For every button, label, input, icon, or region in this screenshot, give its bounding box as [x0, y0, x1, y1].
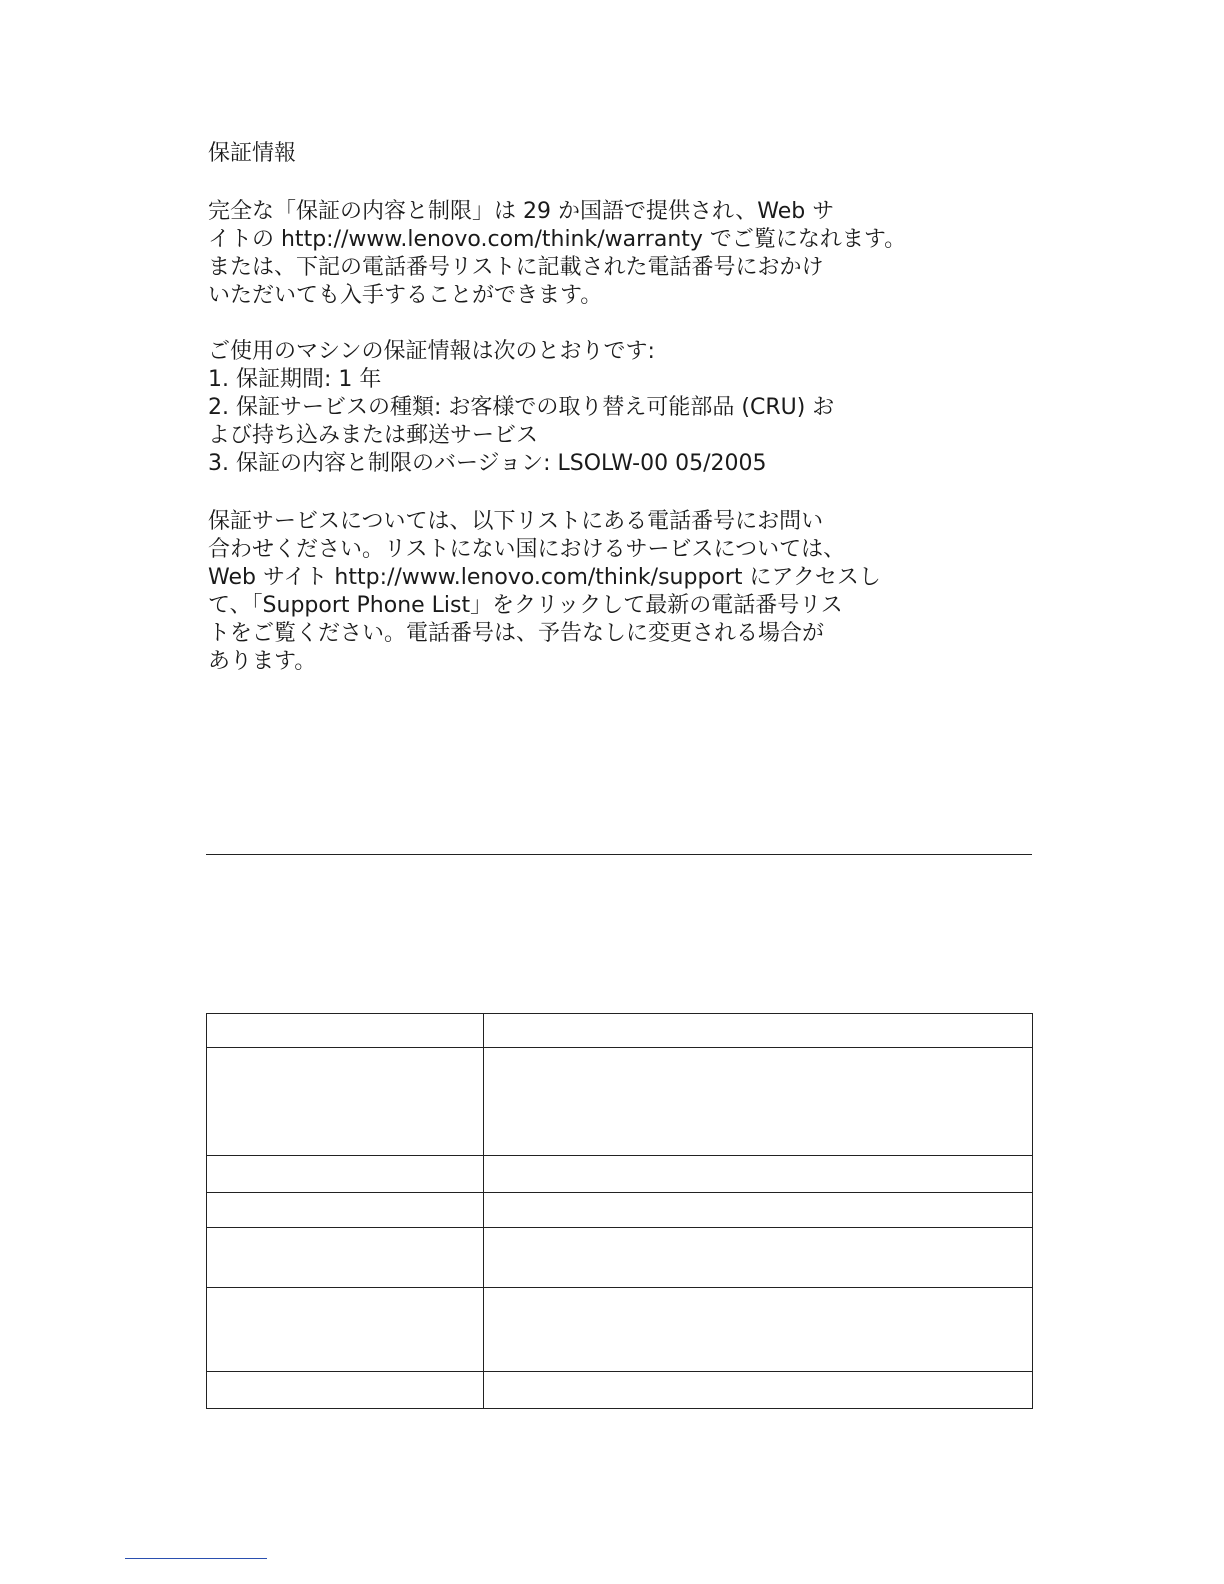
intro-line: 完全な「保証の内容と制限」は 29 か国語で提供され、Web サ: [208, 199, 835, 224]
table-row: [207, 1156, 1033, 1193]
table-cell-country: [207, 1372, 484, 1409]
details-heading: ご使用のマシンの保証情報は次のとおりです:: [208, 339, 655, 364]
service-line: あります。: [208, 649, 317, 674]
table-cell-country: [207, 1228, 484, 1288]
service-line: て、「Support Phone List」をクリックして最新の電話番号リス: [208, 593, 843, 618]
table-cell-phone: [484, 1193, 1033, 1228]
service-line: 保証サービスについては、以下リストにある電話番号にお問い: [208, 509, 824, 534]
title-text: 保証情報: [208, 141, 297, 166]
intro-line: イトの http://www.lenovo.com/think/warranty でご覧になれます。: [208, 227, 907, 252]
terms-version-item: 3. 保証の内容と制限のバージョン: LSOLW-00 05/2005: [208, 451, 767, 476]
intro-line: または、下記の電話番号リストに記載された電話番号におかけ: [208, 255, 824, 280]
table-cell-country: [207, 1288, 484, 1372]
table-row: [207, 1193, 1033, 1228]
table-row: [207, 1048, 1033, 1156]
service-type-item: 2. 保証サービスの種類: お客様での取り替え可能部品 (CRU) お: [208, 395, 835, 420]
table-cell-country: [207, 1048, 484, 1156]
service-paragraph: [208, 508, 948, 676]
table-cell-phone: [484, 1372, 1033, 1409]
table-row: [207, 1014, 1033, 1048]
footnote-divider: [125, 1558, 267, 1559]
table-cell-phone: [484, 1156, 1033, 1193]
table-cell-country: [207, 1156, 484, 1193]
warranty-intro-paragraph: [208, 198, 948, 310]
table-cell-phone: [484, 1014, 1033, 1048]
section-divider: [206, 854, 1032, 855]
service-line: 合わせください。リストにない国におけるサービスについては、: [208, 537, 846, 562]
warranty-details: [208, 338, 948, 478]
table-cell-phone: [484, 1288, 1033, 1372]
service-type-item-continued: よび持ち込みまたは郵送サービス: [208, 423, 539, 448]
service-line: トをご覧ください。電話番号は、予告なしに変更される場合が: [208, 621, 825, 646]
table-cell-country: [207, 1014, 484, 1048]
table-cell-phone: [484, 1228, 1033, 1288]
table-cell-country: [207, 1193, 484, 1228]
phone-list-table: [206, 1013, 1033, 1409]
warranty-period-item: 1. 保証期間: 1 年: [208, 367, 382, 392]
table-cell-phone: [484, 1048, 1033, 1156]
table-row: [207, 1372, 1033, 1409]
service-line: Web サイト http://www.lenovo.com/think/support にアクセスし: [208, 565, 881, 590]
page-title: [208, 140, 948, 168]
table-row: [207, 1288, 1033, 1372]
table-row: [207, 1228, 1033, 1288]
intro-line: いただいても入手することができます。: [208, 283, 603, 308]
